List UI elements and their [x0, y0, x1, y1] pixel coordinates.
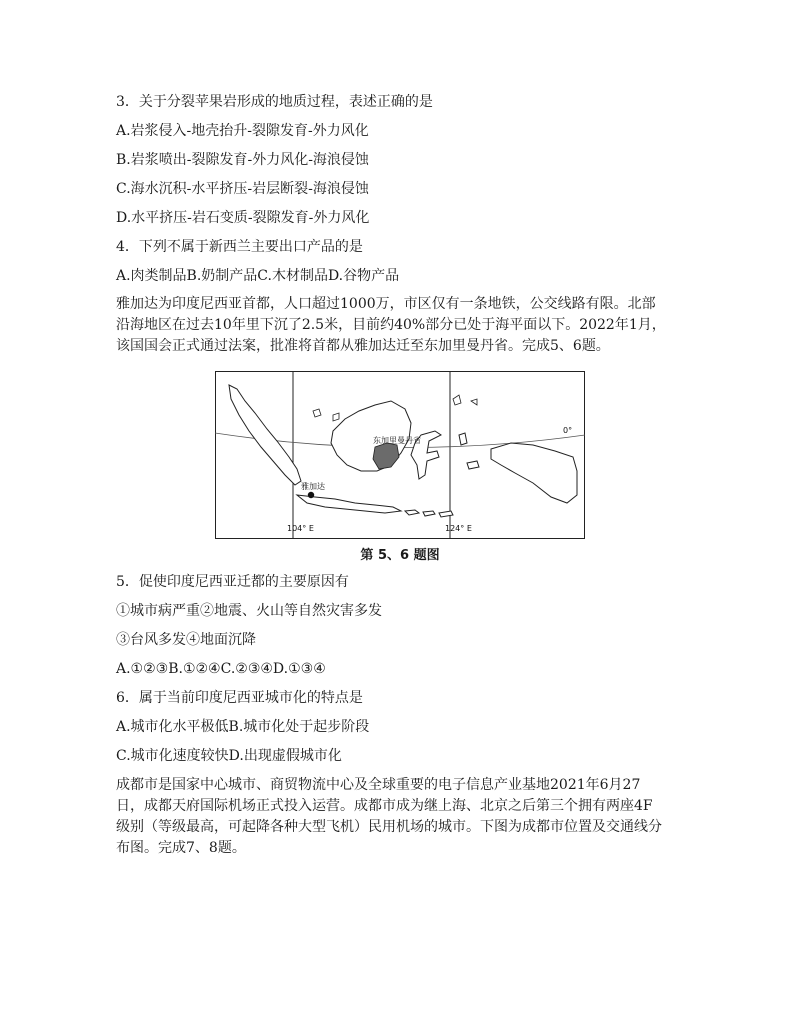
q3-option-b: B.岩浆喷出-裂隙发育-外力风化-海浪侵蚀	[116, 152, 369, 168]
passage-chengdu-line-3: 级别（等级最高，可起降各种大型飞机）民用机场的城市。下图为成都市位置及交通线分	[116, 819, 662, 835]
label-east-kalimantan: 东加里曼丹省	[373, 436, 421, 445]
passage-chengdu	[116, 775, 686, 859]
q6-stem: 6．属于当前印度尼西亚城市化的特点是	[116, 690, 363, 706]
passage-jakarta-line-1: 雅加达为印度尼西亚首都，人口超过1000万，市区仅有一条地铁，公交线路有限。北部	[116, 296, 656, 312]
q6-options-1: A.城市化水平极低B.城市化处于起步阶段	[116, 719, 370, 735]
q5-stem: 5．促使印度尼西亚迁都的主要原因有	[116, 574, 349, 590]
label-longitude-104: 104° E	[287, 524, 314, 533]
q5-statement-1: ①城市病严重②地震、火山等自然灾害多发	[116, 603, 382, 619]
q6-options-2: C.城市化速度较快D.出现虚假城市化	[116, 748, 342, 764]
passage-jakarta	[116, 294, 686, 357]
q3-option-d: D.水平挤压-岩石变质-裂隙发育-外力风化	[116, 210, 370, 226]
passage-jakarta-line-3: 该国国会正式通过法案，批准将首都从雅加达迁至东加里曼丹省。完成5、6题。	[116, 338, 610, 354]
q3-option-a: A.岩浆侵入-地壳抬升-裂隙发育-外力风化	[116, 123, 369, 139]
passage-jakarta-line-2: 沿海地区在过去10年里下沉了2.5米，目前约40%部分已处于海平面以下。2022年1月，	[116, 317, 666, 333]
q4-options: A.肉类制品B.奶制产品C.木材制品D.谷物产品	[116, 268, 400, 284]
passage-chengdu-line-2: 日，成都天府国际机场正式投入运营。成都市成为继上海、北京之后第三个拥有两座4F	[116, 798, 653, 814]
passage-chengdu-line-1: 成都市是国家中心城市、商贸物流中心及全球重要的电子信息产业基地2021年6月27	[116, 777, 641, 793]
indonesia-map	[215, 371, 585, 539]
q4-stem: 4．下列不属于新西兰主要出口产品的是	[116, 239, 363, 255]
passage-chengdu-line-4: 布图。完成7、8题。	[116, 840, 246, 856]
label-longitude-124: 124° E	[445, 524, 472, 533]
q3-option-c: C.海水沉积-水平挤压-岩层断裂-海浪侵蚀	[116, 181, 369, 197]
map-caption: 第 5、6 题图	[360, 548, 440, 563]
q5-options: A.①②③B.①②④C.②③④D.①③④	[116, 661, 326, 677]
label-equator: 0°	[563, 426, 573, 435]
jakarta-marker	[308, 492, 314, 498]
q3-stem: 3．关于分裂苹果岩形成的地质过程，表述正确的是	[116, 94, 433, 110]
q5-statement-2: ③台风多发④地面沉降	[116, 632, 256, 648]
label-jakarta: 雅加达	[301, 482, 325, 491]
